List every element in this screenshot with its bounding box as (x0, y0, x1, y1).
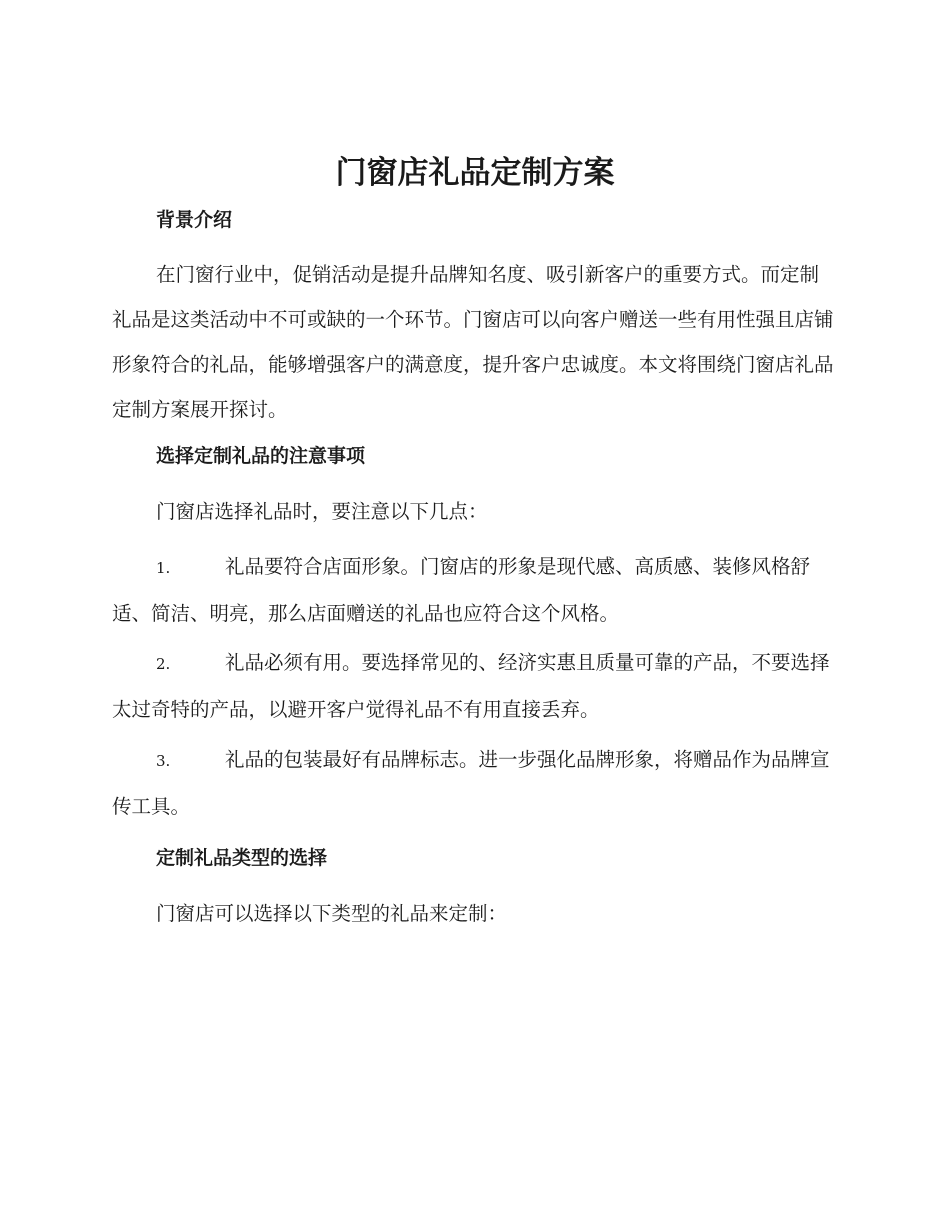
list-item (112, 544, 836, 636)
list-item-number: 3. (156, 752, 171, 770)
paragraph-gift-types-intro: 门窗店可以选择以下类型的礼品来定制： (156, 902, 508, 925)
list-item (112, 640, 836, 732)
list-item-text: 礼品必须有用。要选择常见的、经济实惠且质量可靠的产品，不要选择太过奇特的产品，以避开客户觉得礼品不有用直接丢弃。 (112, 651, 830, 721)
list-item-text: 礼品要符合店面形象。门窗店的形象是现代感、高质感、装修风格舒适、简洁、明亮，那么店面赠送的礼品也应符合这个风格。 (112, 555, 811, 625)
section-heading-background: 背景介绍 (156, 209, 233, 231)
paragraph-considerations-intro: 门窗店选择礼品时，要注意以下几点： (156, 500, 488, 523)
list-item-number: 1. (156, 559, 171, 577)
list-item-text: 礼品的包装最好有品牌标志。进一步强化品牌形象，将赠品作为品牌宣传工具。 (112, 748, 830, 818)
section-heading-gift-types: 定制礼品类型的选择 (156, 847, 328, 869)
section-heading-considerations: 选择定制礼品的注意事项 (156, 445, 366, 467)
paragraph-background: 在门窗行业中，促销活动是提升品牌知名度、吸引新客户的重要方式。而定制礼品是这类活动中不可或缺的一个环节。门窗店可以向客户赠送一些有用性强且店铺形象符合的礼品，能够增强客户的满意度，提升客户忠诚度。本文将围绕门窗店礼品定制方案展开探讨。 (112, 263, 834, 421)
document-title: 门窗店礼品定制方案 (335, 155, 615, 191)
list-item (112, 737, 836, 829)
list-item-number: 2. (156, 655, 171, 673)
